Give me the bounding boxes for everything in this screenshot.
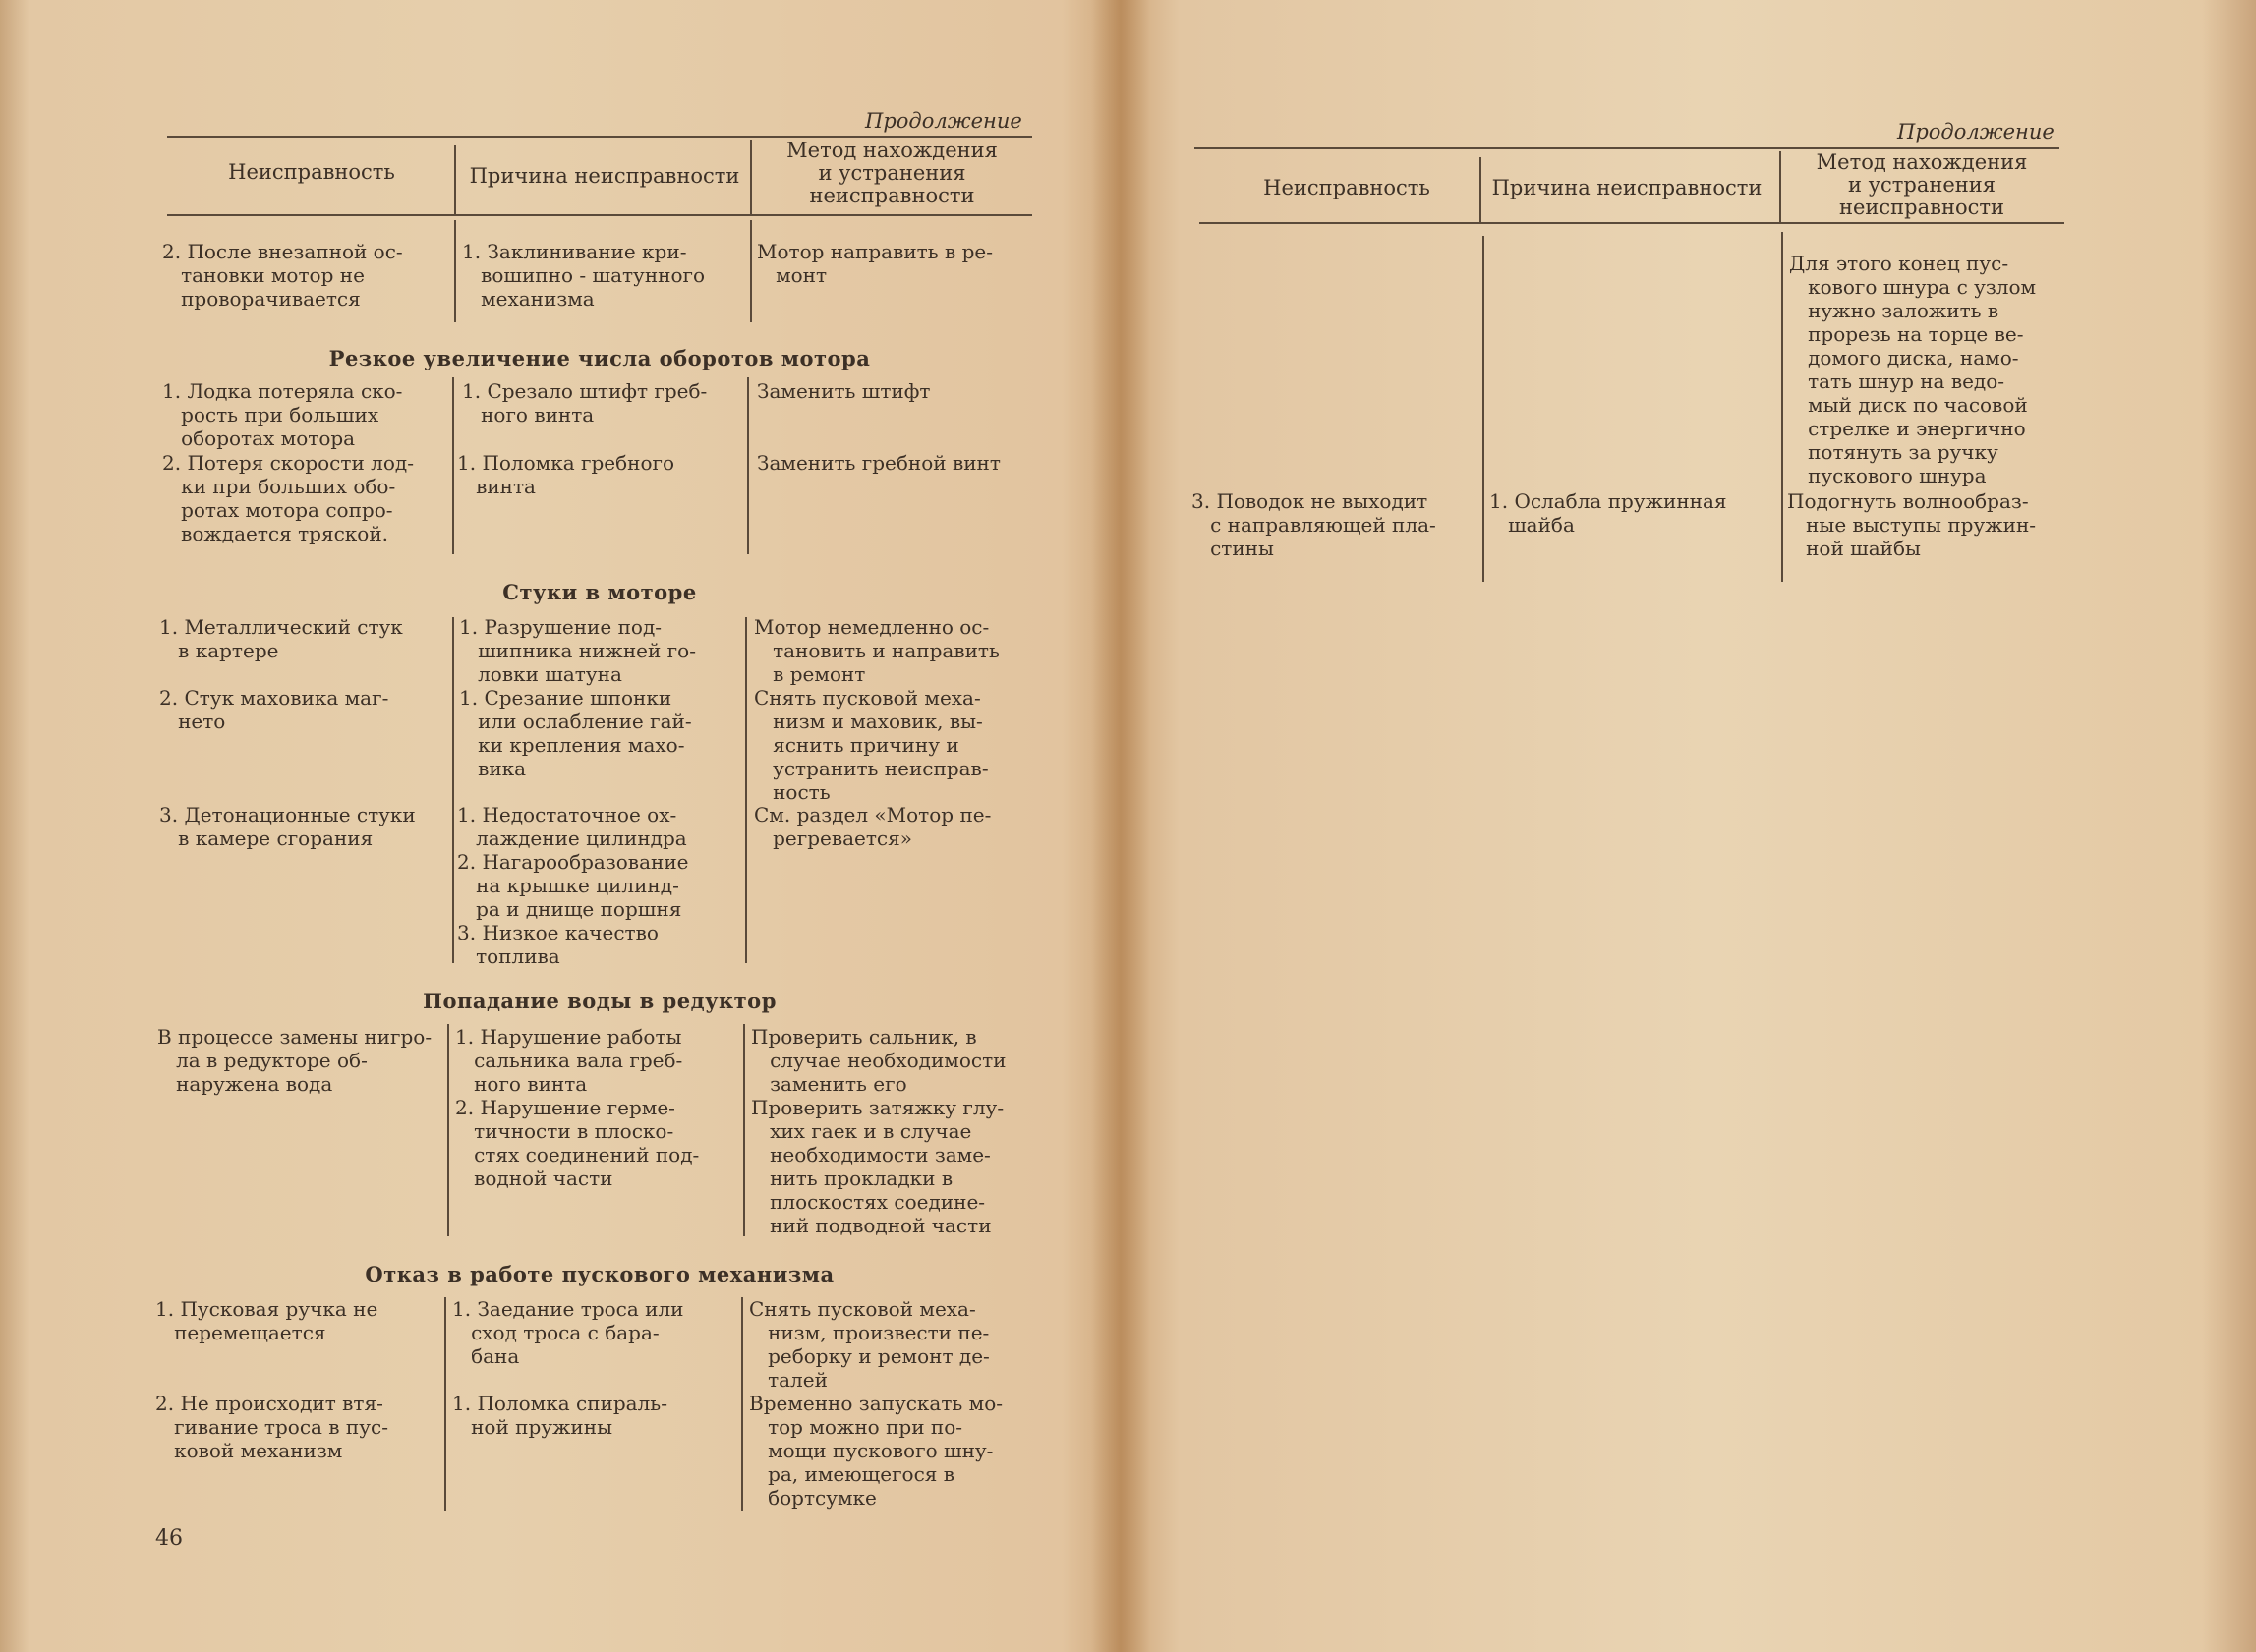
column-divider (1482, 236, 1484, 582)
header-fault: Неисправность (1263, 176, 1430, 199)
cause-cell: 1. Срезание шпонки или ослабление гай- ки крепления махо- вика (459, 686, 692, 780)
section-heading: Резкое увеличение числа оборотов мотора (328, 346, 871, 370)
right-page (1121, 0, 2256, 1652)
column-divider (1781, 232, 1783, 582)
cause-cell: 1. Ослабла пружинная шайба (1489, 489, 1727, 537)
method-cell: Мотор направить в ре- монт (757, 240, 994, 287)
section-heading: Попадание воды в редуктор (423, 989, 777, 1013)
cause-cell: 1. Заклинивание кри- вошипно - шатунного механизма (462, 240, 706, 311)
column-divider (750, 220, 752, 322)
column-divider (741, 1297, 743, 1511)
section-heading: Стуки в моторе (502, 580, 697, 604)
column-divider (444, 1297, 446, 1511)
column-divider (452, 617, 454, 963)
column-divider (454, 220, 456, 322)
cause-cell: 1. Нарушение работы сальника вала греб- ного винта 2. Нарушение герме- тичности в плоско- стях соединений под- водной части (455, 1025, 700, 1190)
cause-cell: 1. Заедание троса или сход троса с бара- бана (452, 1297, 684, 1368)
header-divider (750, 140, 752, 214)
column-divider (747, 377, 749, 554)
method-cell: Подогнуть волнообраз- ные выступы пружин- ной шайбы (1787, 489, 2037, 560)
fault-cell: В процессе замены нигро- ла в редукторе об- наружена вода (157, 1025, 433, 1096)
fault-cell: 3. Поводок не выходит с направляющей пла- стины (1191, 489, 1436, 560)
table-top-rule (1194, 147, 2059, 149)
continuation-label: Продолжение (865, 109, 1022, 133)
header-divider (1779, 151, 1781, 222)
section-heading: Отказ в работе пускового механизма (365, 1262, 835, 1286)
method-cell: Снять пусковой меха- низм, произвести пе- реборку и ремонт де- талей (749, 1297, 990, 1392)
cause-cell: 1. Поломка гребного винта (457, 451, 675, 498)
header-cause: Причина неисправности (1491, 176, 1763, 199)
left-page (0, 0, 1121, 1652)
method-cell: См. раздел «Мотор пе- регревается» (754, 803, 992, 850)
header-divider (454, 145, 456, 214)
column-divider (745, 617, 747, 963)
cause-cell: 1. Разрушение под- шипника нижней го- ловки шатуна (459, 615, 696, 686)
fault-cell: 3. Детонационные стуки в камере сгорания (159, 803, 416, 850)
method-cell: Для этого конец пус- кового шнура с узлом нужно заложить в прорезь на торце ве- домого диска, намо- тать шнур на ведо- мый диск по часовой стрелке и энергично потянуть за ручку пускового шнура (1789, 252, 2037, 487)
book-gutter (1091, 0, 1150, 1652)
method-cell: Заменить штифт (757, 379, 931, 403)
method-cell: Временно запускать мо- тор можно при по- мощи пускового шну- ра, имеющегося в бортсумке (749, 1392, 1004, 1510)
method-cell: Проверить сальник, в случае необходимости заменить его Проверить затяжку глу- хих гаек и в случае необходимости заме- нить прокладки в плоскостях соедине- ний подводной части (751, 1025, 1007, 1237)
fault-cell: 2. Стук маховика маг- нето (159, 686, 389, 733)
cause-cell: 1. Срезало штифт греб- ного винта (462, 379, 708, 427)
table-top-rule (167, 136, 1032, 138)
header-bottom-rule (167, 214, 1032, 216)
header-method: Метод нахождения и устранения неисправности (1816, 150, 2028, 219)
fault-cell: 2. Потеря скорости лод- ки при больших обо- ротах мотора сопро- вождается тряской. (162, 451, 414, 545)
method-cell: Снять пусковой меха- низм и маховик, вы- яснить причину и устранить неисправ- ность (754, 686, 989, 804)
fault-cell: 1. Металлический стук в картере (159, 615, 403, 662)
fault-cell: 2. Не происходит втя- гивание троса в пус- ковой механизм (155, 1392, 388, 1462)
header-fault: Неисправность (228, 160, 395, 184)
fault-cell: 2. После внезапной ос- тановки мотор не проворачивается (162, 240, 403, 311)
cause-cell: 1. Недостаточное ох- лаждение цилиндра 2. Нагарообразование на крышке цилинд- ра и днище поршня 3. Низкое качество топлива (457, 803, 689, 968)
method-cell: Мотор немедленно ос- тановить и направить в ремонт (754, 615, 1000, 686)
header-cause: Причина неисправности (469, 164, 740, 188)
page-number: 46 (155, 1526, 183, 1551)
column-divider (743, 1024, 745, 1236)
header-divider (1479, 157, 1481, 222)
column-divider (447, 1024, 449, 1236)
fault-cell: 1. Лодка потеряла ско- рость при больших оборотах мотора (162, 379, 403, 450)
column-divider (452, 377, 454, 554)
header-bottom-rule (1199, 222, 2064, 224)
method-cell: Заменить гребной винт (757, 451, 1001, 475)
continuation-label: Продолжение (1897, 120, 2054, 143)
fault-cell: 1. Пусковая ручка не перемещается (155, 1297, 378, 1344)
cause-cell: 1. Поломка спираль- ной пружины (452, 1392, 667, 1439)
header-method: Метод нахождения и устранения неисправности (786, 139, 998, 207)
